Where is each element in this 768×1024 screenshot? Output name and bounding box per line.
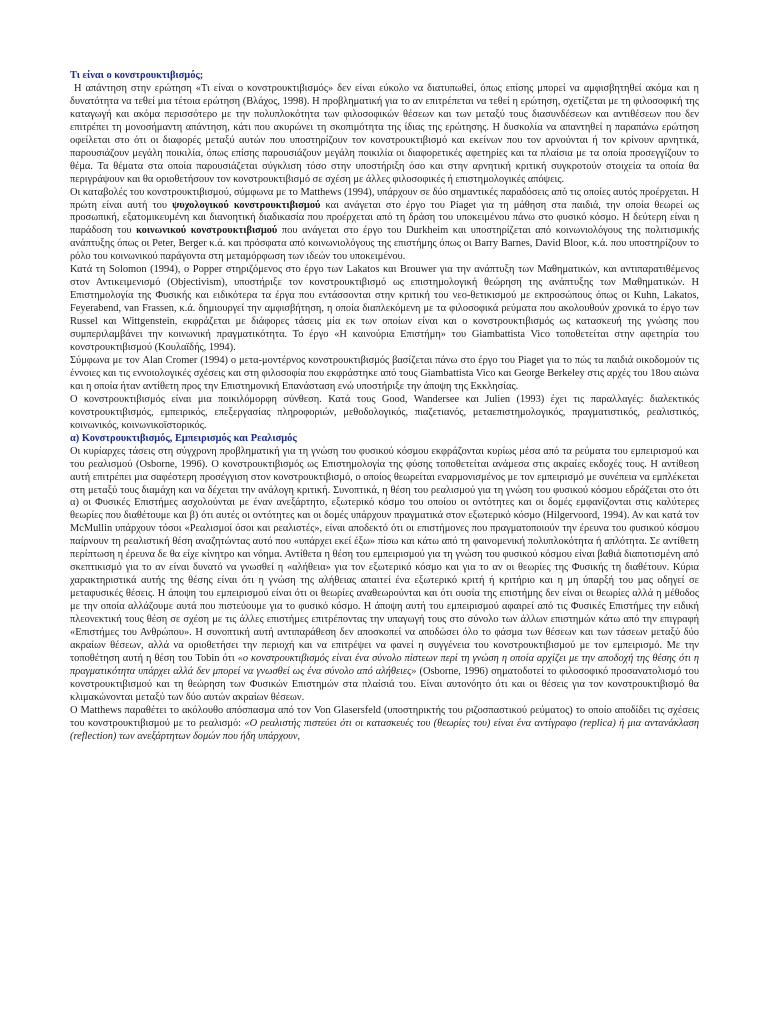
section-a-paragraph [70, 446, 699, 705]
matthews-paragraph [70, 705, 699, 744]
traditions-text-2: και ανάγεται στο έργο του Piaget για τη μάθηση στα παιδιά, την οποία θεωρεί ως προσωπική, εξατομικευμένη και διανοητική διαδικασία που προέρχεται από τη δράση του υποκειμένου πάνω στο φυσικό κόσμο. Η δεύτερη είναι η παράδοση του [70, 199, 699, 237]
intro-paragraph: Η απάντηση στην ερώτηση «Τι είναι ο κονστρουκτιβισμός» δεν είναι εύκολο να διατυπωθεί, όπως επίσης μπορεί να αμφισβητηθεί ακόμα και η δυνατότητα να τεθεί μια τέτοια ερώτηση (Βλάχος, 1998). Η προβληματική για το αν επιτρέπεται να τεθεί η ερώτηση, σχετίζεται με τη φιλοσοφική της καταγωγή και ακόμα περισσότερο με την πολυπλοκότητα των φιλοσοφικών θέσεων και των μεταξύ τους διασυνδέσεων και αντιθέσεων που δεν επιτρέπει τη μονοσήμαντη απάντηση, κάτι που ακυρώνει τη σκοπιμότητα της ίδιας της ερώτησης. Η δυσκολία να απαντηθεί η παραπάνω ερώτηση οφείλεται στο ότι οι διαφορές μεταξύ αυτών που υποστηρίζουν τον κονστρουκτιβισμό και εκείνων που τον αρνούνται ή τον κρίνουν αρνητικά, παρουσιάζουν μεγάλη ποικιλία, όπως επίσης παρουσιάζουν μεγάλη ποικιλία οι διαφορετικές αφετηρίες και τα πλαίσια με τα οποία προσεγγίζουν το θέμα. Τα θέματα στα οποία παρουσιάζεται σύγκλιση τόσο στην υποστήριξη όσο και στην αρνητική κριτική συγκροτούν στοιχεία τα οποία θα περιγράψουν και θα οριοθετήσουν τον κονστρουκτιβισμό σε σχέση με άλλες φιλοσοφικές ή επιστημολογικές απόψεις. [70, 82, 699, 185]
tobin-quote: «ο κονστρουκτιβισμός είναι ένα σύνολο πίστεων περί τη γνώση η οποία αρχίζει με την αποδοχή της θέσης ότι η πραγματικότητα υπάρχει αλλά δεν μπορεί να γνωσθεί ως ένα σύνολο από αλήθειες» [70, 652, 699, 677]
traditions-paragraph [70, 187, 699, 265]
variants-paragraph: Ο κονστρουκτιβισμός είναι μια ποικιλόμορφη σύνθεση. Κατά τους Good, Wandersee και Julien (1993) έχει τις παραλλαγές: διαλεκτικός κονστρουκτιβισμός, εμπειρικός, επεξεργασίας πληροφοριών, μεθοδολογικός, πιαζετιανός, μεταεπιστημολογικός, πραγματιστικός, ρεαλιστικός, κοινωνικός, κοινωνικοϊστορικός. [70, 393, 699, 431]
glasersfeld-quote: «Ο ρεαλιστής πιστεύει ότι οι κατασκευές του (θεωρίες του) είναι ένα αντίγραφο (replica) ή μια αντανάκλαση (reflection) των ανεξάρτητων δομών που ήδη υπάρχουν, [70, 717, 699, 742]
document-title: Τι είναι ο κονστρουκτιβισμός; [70, 70, 204, 81]
section-a-text-1: Οι κυρίαρχες τάσεις στη σύγχρονη προβληματική για τη γνώση του φυσικού κόσμου εκφράζονται κυρίως μέσα από τα ρεύματα του εμπειρισμού και του ρεαλισμού (Osborne, 1996). Ο κονστρουκτιβισμός ως Επιστημολογία της φύσης τοποθετείται ανάμεσα στις ακραίες εκδοχές τους. Η αντίθεση αυτή επιτρέπει μια σαφέστερη προσέγγιση στον κονστρουκτιβισμό, ο οποίος θεωρείται εναρμονισμένος με τον εμπειρισμό με συνέπεια να εμπλέκεται στη μεταξύ τους διαμάχη και να δέχεται την ανάλογη κριτική. Συνοπτικά, η θέση του ρεαλισμού για τη γνώση του φυσικού κόσμου εδράζεται στο ότι α) οι Φυσικές Επιστήμες ασχολούνται με έναν ανεξάρτητο, εξωτερικό κόσμο του οποίου οι οντότητες και οι δομές εμφανίζονται στις καλύτερες θεωρίες που διαθέτουμε και β) ότι αυτές οι οντότητες και οι δομές υπάρχουν πραγματικά στον εξωτερικό κόσμο (Hilgervoord, 1994). Αν και κατά τον McMullin υπάρχουν τόσοι «Ρεαλισμοί όσοι και ρεαλιστές», είναι αποδεκτό ότι οι επιστήμονες που πραγματοποιούν την έρευνα του φυσικού κόσμου παίρνουν τη ρεαλιστική θέση αναζητώντας αυτό που «υπάρχει εκεί έξω» πίσω και κάτω από τη φαινομενική πολυπλοκότητα ή απλότητα. Σε αντίθετη περίπτωση η έρευνα δε θα είχε κίνητρο και νόημα. Αντίθετα η θέση του εμπειρισμού για τη γνώση του φυσικού κόσμου είναι βαθιά διαποτισμένη από σκεπτικισμό για το αν είναι δυνατό να γνωσθεί η «αλήθεια» για τον εξωτερικό κόσμο και για το αν οι θεωρίες της Φυσικής τη διαθέτουν. Κύρια χαρακτηριστικά αυτής της θέσης είναι ότι η γνώση της αλήθειας απαιτεί ένα εξωτερικό κριτή ή κριτήριο και η μη ύπαρξή του μας οδηγεί σε μεταφυσικές θέσεις. Η άποψη του εμπειρισμού είναι ότι οι θεωρίες αναθεωρούνται και ότι ουσία της επιστήμης δεν είναι οι θεωρίες αλλά η μέθοδος με την οποία αλλάζουμε αυτά που πιστεύουμε για το φυσικό κόσμο. Η άποψη αυτή του εμπειρισμού αφαιρεί από τις Φυσικές Επιστήμες την ειδική πλεονεκτική τους θέση σε σχέση με τις άλλες επιστήμες επιτρέποντας την υπαγωγή τους στο σύνολο των άλλων επιστημών κάτω από την επιγραφή «Επιστήμες του Ανθρώπου». Η συνοπτική αυτή αντιπαράθεση δεν αποσκοπεί να αποδώσει όλο το φάσμα των θέσεων και των τάσεων μεταξύ δύο ακραίων θέσεων, αλλά να οριοθετήσει την περιοχή και να επιτρέψει να φανεί η συγγένεια του κονστρουκτιβισμού με τον εμπειρισμό. Με την τοποθέτηση αυτή η θέση του Tobin ότι [70, 445, 699, 664]
psychological-constructivism-term: ψυχολογικού κονστρουκτιβισμού [172, 199, 321, 211]
matthews-text: Ο Matthews παραθέτει το ακόλουθο απόσπασμα από τον Von Glasersfeld (υποστηρικτής του ριζοσπαστικού ρεύματος) το οποίο αποδίδει τις σχέσεις του κονστρουκτιβισμού με το ρεαλισμό: [70, 704, 699, 729]
traditions-text-1: Οι καταβολές του κονστρουκτιβισμού, σύμφωνα με το Matthews (1994), υπάρχουν σε δύο σημαντικές παραδόσεις από τις οποίες αυτός προέρχεται. Η πρώτη είναι αυτή του [70, 186, 699, 211]
document-page [70, 70, 699, 950]
section-a-text-2: (Osborne, 1996) σηματοδοτεί το φιλοσοφικό προσανατολισμό του κονστρουκτιβισμού και τη θεώρηση των Φυσικών Επιστημών στα πλαίσιά του. Είναι αυτονόητο ότι και οι θέσεις για τον κονστρουκτιβισμό θα κλιμακώνονται μεταξύ των δύο αυτών ακραίων θέσεων. [70, 665, 699, 703]
traditions-text-3: που ανάγεται στο έργο του Durkheim και υποστηρίζεται από κοινωνιολόγους της πολιτισμικής ανάπτυξης όπως οι Peter, Berger κ.ά. και πρόσφατα από κοινωνιολόγους της επιστήμης όπως οι Barry Barnes, David Bloor, κ.ά. που υποστηρίζουν το ρόλο του κοινωνικού παράγοντα στη μεταμόρφωση των ιδεών του υποκειμένου. [70, 225, 699, 263]
cromer-paragraph: Σύμφωνα με τον Alan Cromer (1994) ο μετα-μοντέρνος κονστρουκτιβισμός βασίζεται πάνω στο έργο του Piaget για το πώς τα παιδιά οικοδομούν τις έννοιες και τις εννοιολογικές σχέσεις και στη φιλοσοφία που εκφράστηκε από τους Giambattista Vico και George Berkeley στις αρχές του 18ου αιώνα και η οποία ήταν αντίθετη προς την Επιστημονική Επανάσταση ενώ υποστήριξε την άποψη της Εκκλησίας. [70, 354, 699, 392]
section-a-heading: α) Κονστρουκτιβισμός, Εμπειρισμός και Ρεαλισμός [70, 432, 297, 444]
social-constructivism-term: κοινωνικού κονστρουκτιβισμού [136, 225, 278, 237]
solomon-paragraph: Κατά τη Solomon (1994), ο Popper στηριζόμενος στο έργο των Lakatos και Brouwer για την ανάπτυξη των Μαθηματικών, και αντιπαρατιθέμενος στον Αντικειμενισμό (Objectivism), υποστήριξε τον κονστρουκτιβισμό ως επιστημολογική θεώρηση της ανάπτυξης των Μαθηματικών. Η Επιστημολογία της Φυσικής και ειδικότερα τα έργα που εντάσσονται στην κριτική του νεο-θετικισμού με εκπροσώπους όπως οι Kuhn, Lakatos, Feyerabend, van Frassen, κ.ά. δημιουργεί την αμφισβήτηση, η οποία διαπλεκόμενη με τα φιλοσοφικά ρεύματα που ακολουθούν χρονικά το έργο των Russel και Wittgenstein, εκφράζεται με διάφορες τάσεις μία εκ των οποίων είναι και ο κονστρουκτιβισμός ως κατασκευή της γνώσης που συμπεριλαμβάνει την κοινωνική πραγματικότητα. Το έργο «Η καινούρια Επιστήμη» του Giambattista Vico τοποθετείται στην αφετηρία του κονστρουκτιβισμού (Κουλαϊδής, 1994). [70, 264, 699, 354]
